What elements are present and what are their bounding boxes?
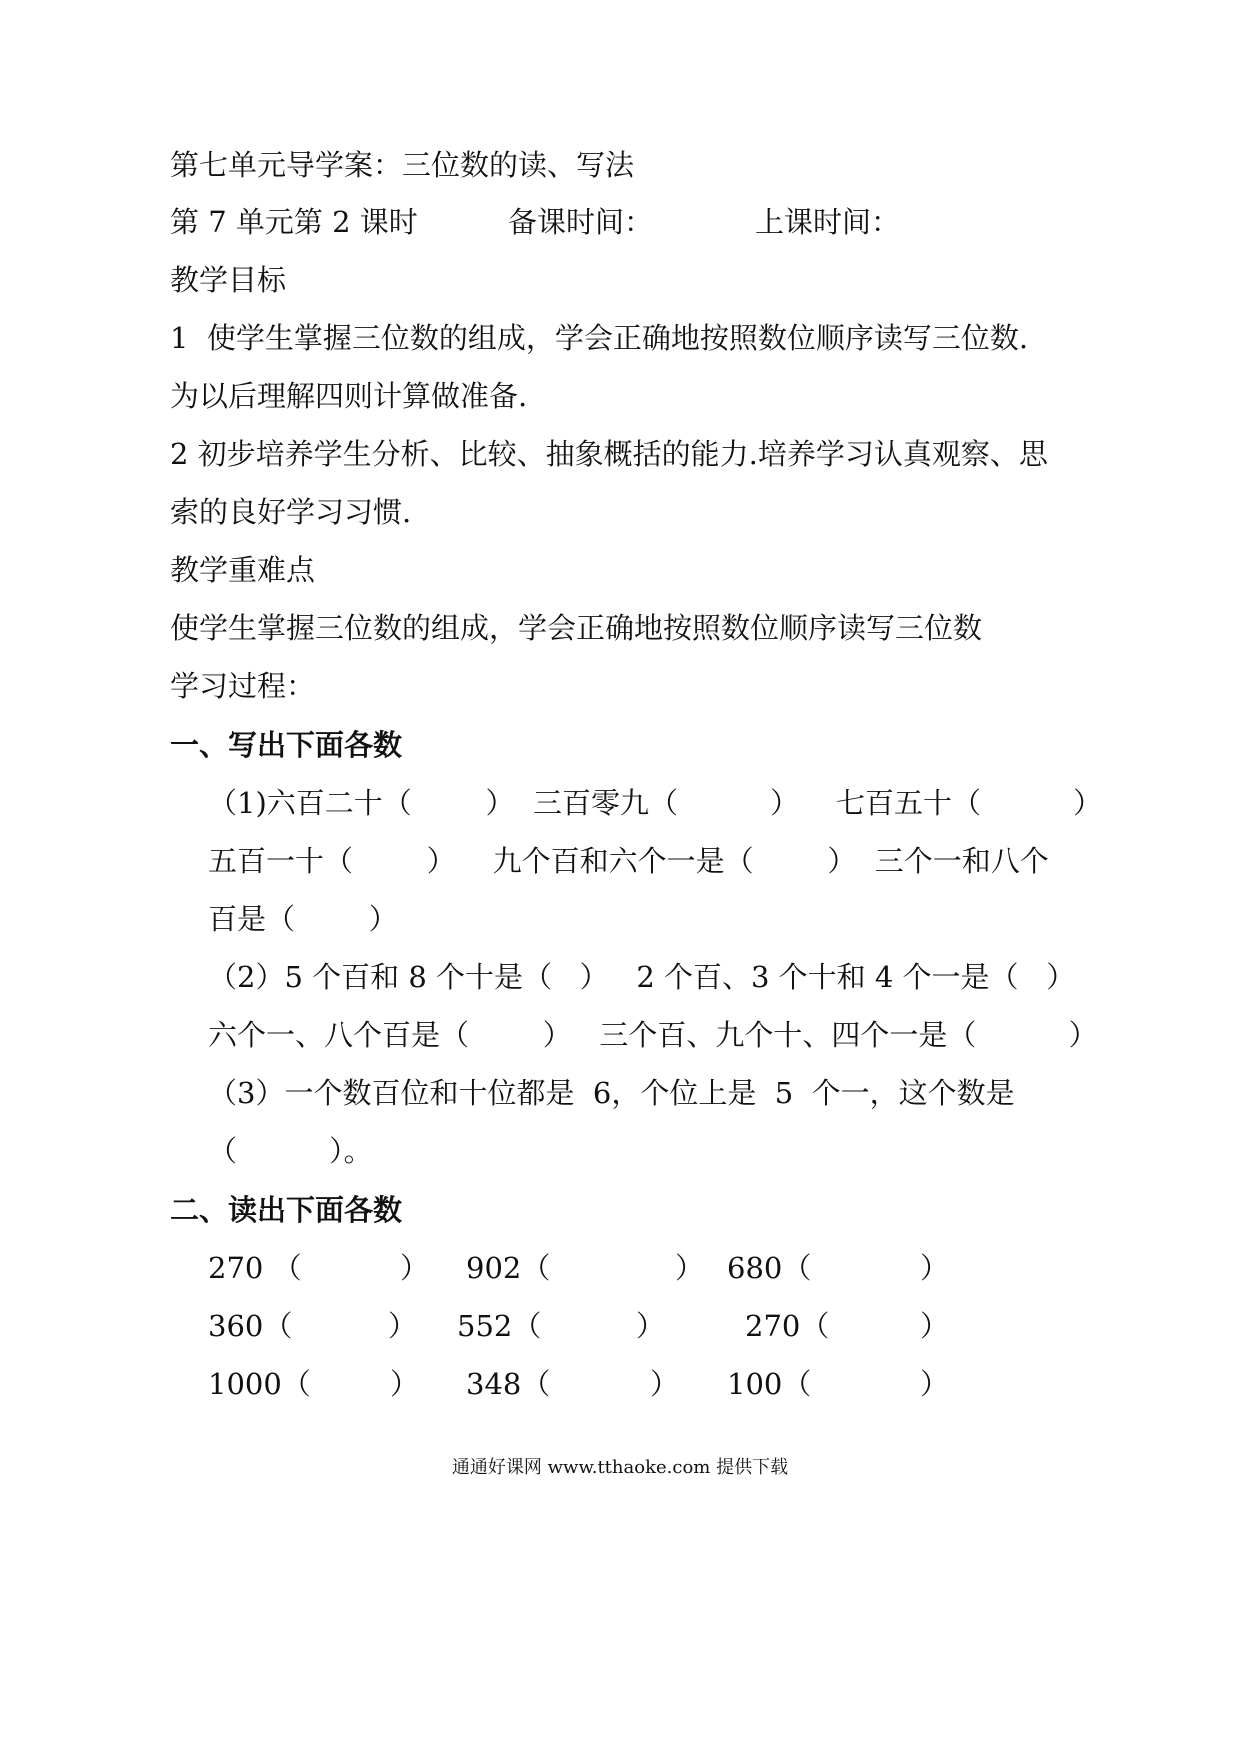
question-1-line-2: 五百一十（ ） 九个百和六个一是（ ） 三个一和八个 (208, 844, 1049, 878)
objective-2-line-2: 索的良好学习习惯. (170, 495, 412, 529)
footer-download-note: 通通好课网 www.tthaoke.com 提供下载 (451, 1457, 789, 1478)
read-number-close: ） (920, 1309, 950, 1343)
read-number-close: ） (920, 1251, 950, 1285)
read-number-cell: 902（ (466, 1251, 551, 1285)
read-number-cell: 360（ (208, 1309, 293, 1343)
question-2-line-1: （2）5 个百和 8 个十是（ ） 2 个百、3 个十和 4 个一是（ ） (208, 960, 1076, 994)
question-1-line-3: 百是（ ） (208, 902, 398, 936)
read-number-cell: 270（ (745, 1309, 830, 1343)
objectives-heading: 教学目标 (170, 263, 287, 297)
read-number-close: ） (650, 1367, 680, 1401)
question-1-line-1: （1)六百二十（ ） 三百零九（ ） 七百五十（ ） (208, 786, 1103, 820)
read-number-close: ） (390, 1367, 420, 1401)
objective-1-line-2: 为以后理解四则计算做准备. (170, 379, 528, 413)
question-2-line-2: 六个一、八个百是（ ） 三个百、九个十、四个一是（ ） (208, 1018, 1098, 1052)
objective-1-line-1: 1 使学生掌握三位数的组成，学会正确地按照数位顺序读写三位数. (170, 321, 1029, 355)
section-2-heading: 二、读出下面各数 (170, 1193, 403, 1227)
class-time-label: 上课时间： (755, 205, 901, 239)
read-number-cell: 552（ (457, 1309, 542, 1343)
read-number-cell: 270 （ (208, 1251, 302, 1285)
read-number-cell: 348（ (466, 1367, 551, 1401)
read-number-close: ） (400, 1251, 430, 1285)
read-number-close: ） (675, 1251, 705, 1285)
process-heading: 学习过程： (170, 669, 316, 703)
key-points-heading: 教学重难点 (170, 553, 316, 587)
question-3-line-2: （ ）。 (208, 1134, 373, 1168)
read-number-cell: 1000（ (208, 1367, 311, 1401)
prep-time-label: 备课时间： (508, 205, 654, 239)
lesson-number: 第 7 单元第 2 课时 (170, 205, 418, 239)
read-number-cell: 100（ (727, 1367, 812, 1401)
read-number-cell: 680（ (727, 1251, 812, 1285)
key-points-text: 使学生掌握三位数的组成，学会正确地按照数位顺序读写三位数 (170, 611, 983, 645)
objective-2-line-1: 2 初步培养学生分析、比较、抽象概括的能力.培养学习认真观察、思 (170, 437, 1048, 471)
question-3-line-1: （3）一个数百位和十位都是 6，个位上是 5 个一，这个数是 (208, 1076, 1015, 1110)
read-number-close: ） (920, 1367, 950, 1401)
page-title: 第七单元导学案：三位数的读、写法 (170, 148, 635, 182)
read-number-close: ） (636, 1309, 666, 1343)
section-1-heading: 一、写出下面各数 (170, 728, 403, 762)
read-number-close: ） (388, 1309, 418, 1343)
